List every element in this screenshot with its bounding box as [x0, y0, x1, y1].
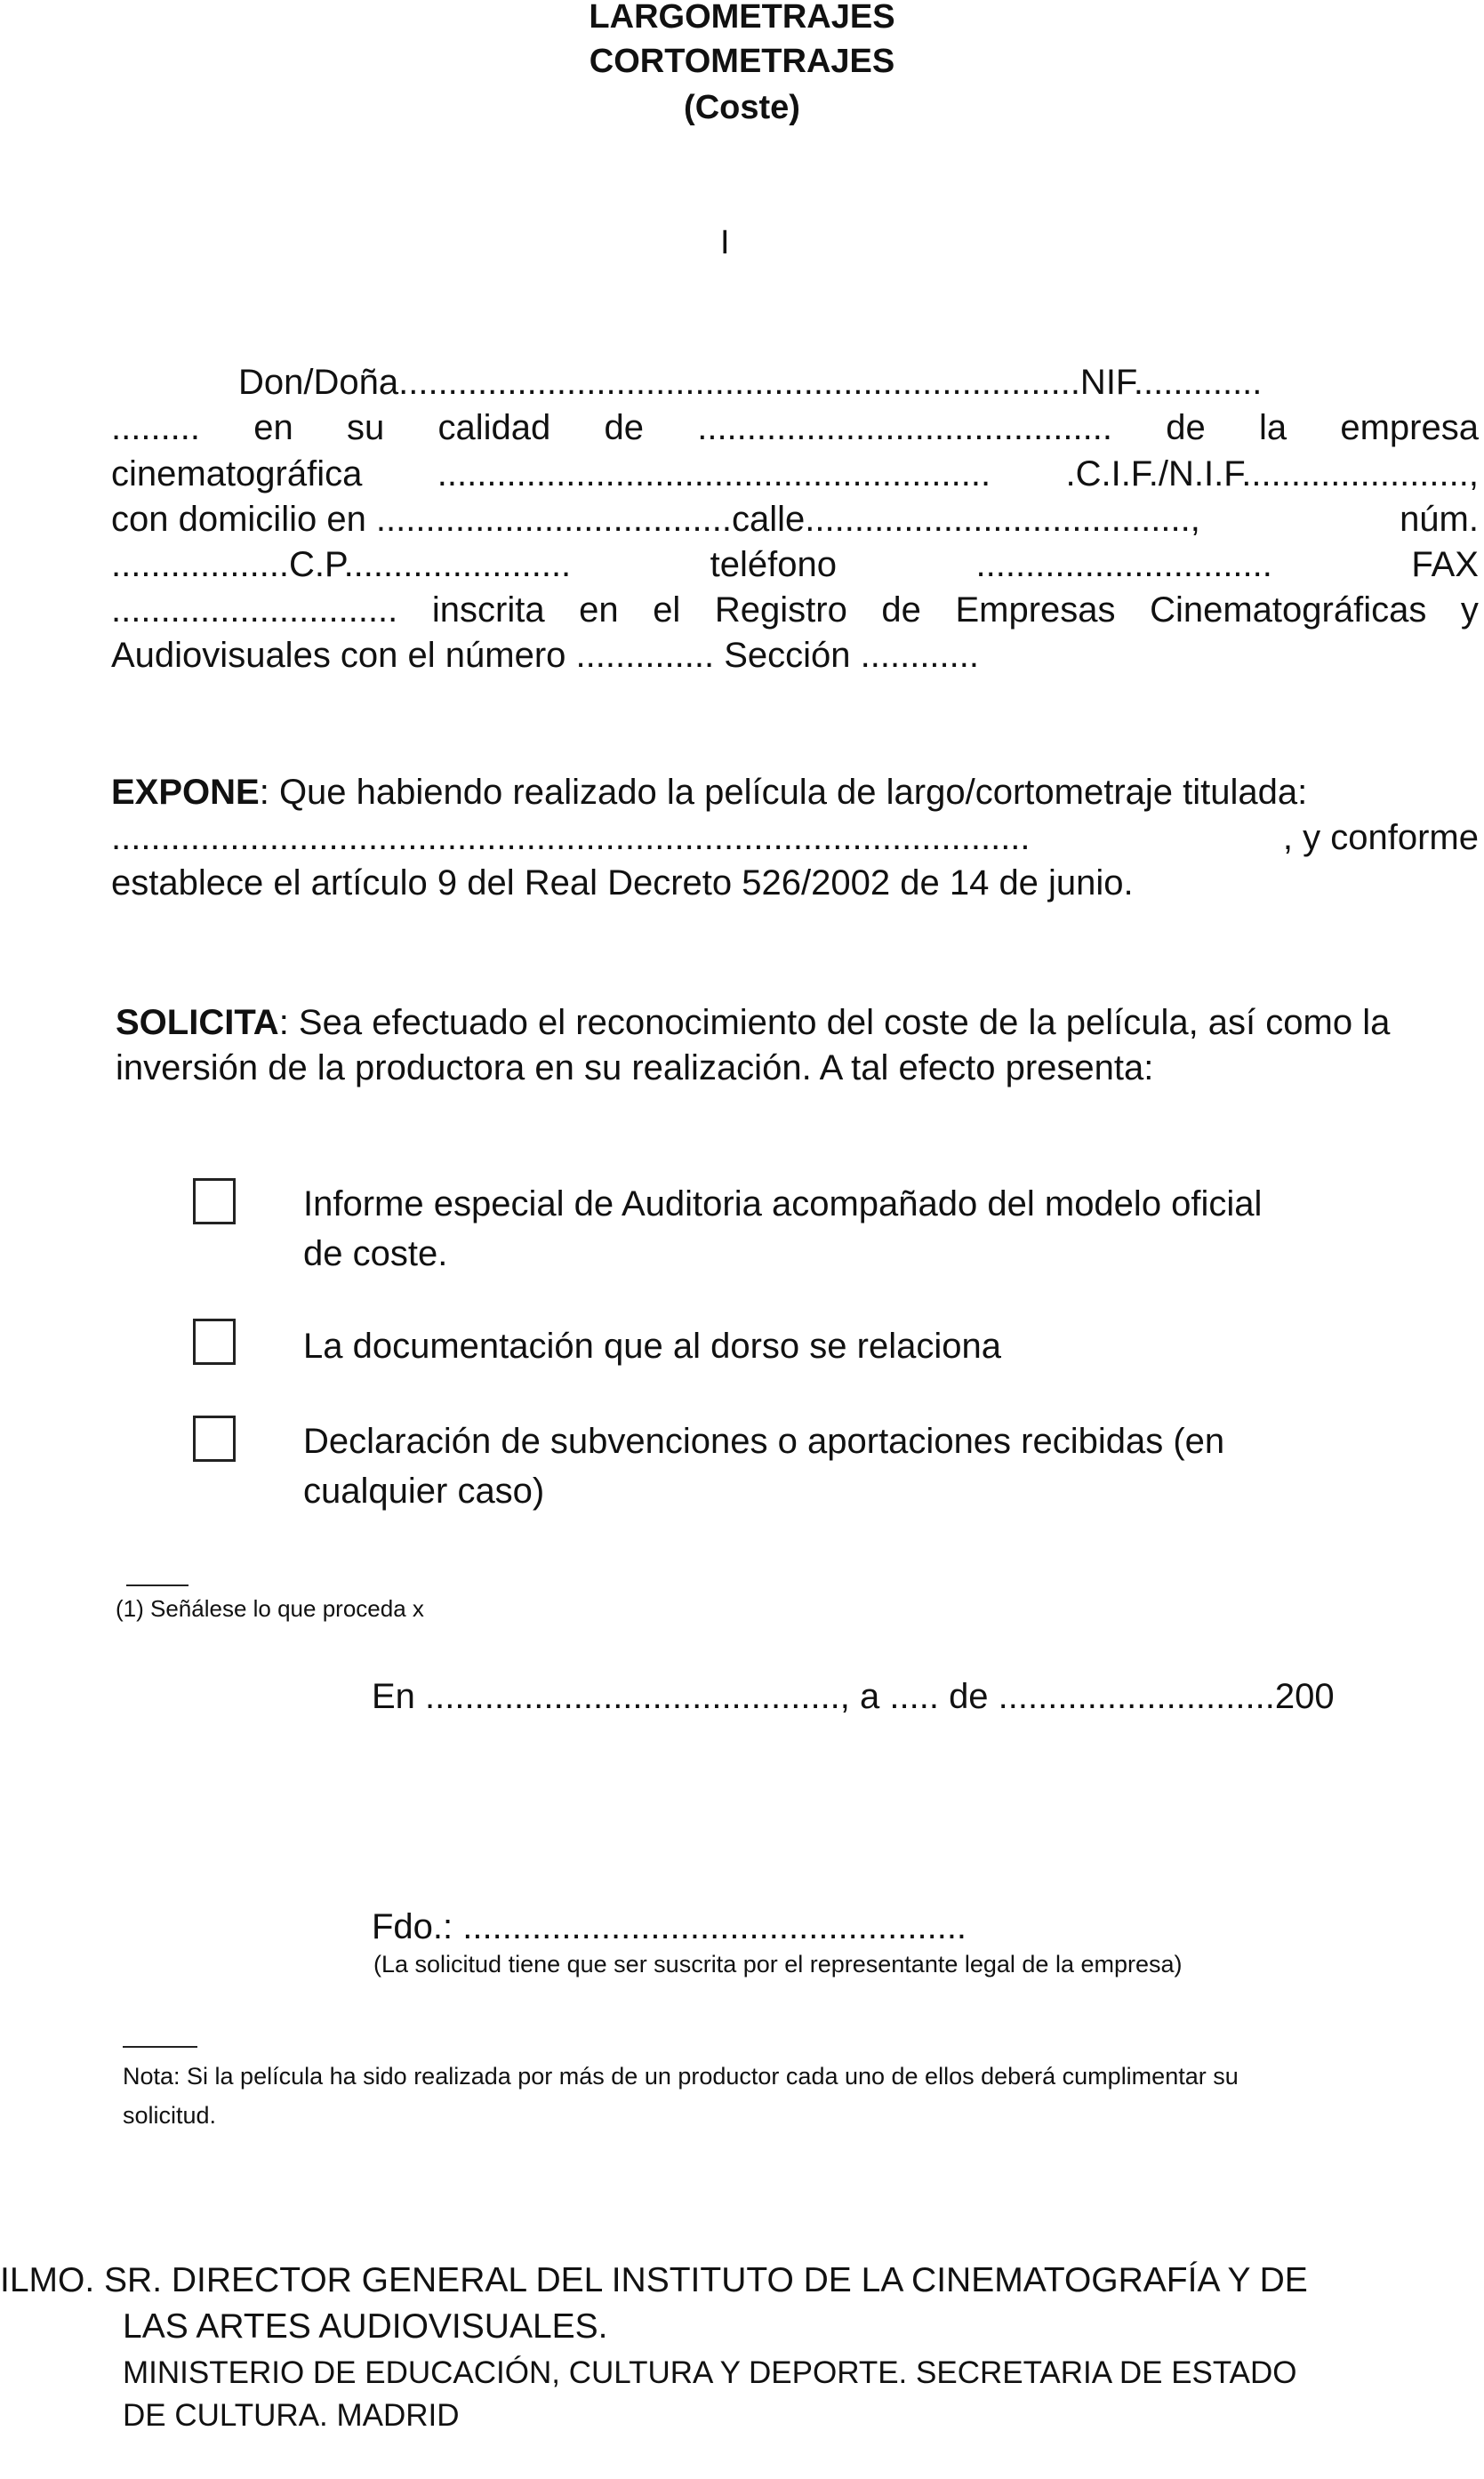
footnote-rule: [126, 1584, 189, 1586]
id-line-6-word: y: [1460, 590, 1479, 630]
id-line-6-word: inscrita: [431, 590, 545, 630]
checkbox-informe-auditoria[interactable]: [193, 1178, 236, 1224]
expone-line-1: [111, 769, 1307, 815]
id-line-1: Don/Doña.....................................................................NIF.............: [238, 363, 1263, 402]
id-line-5-word: teléfono: [710, 545, 837, 584]
id-line-5: [111, 542, 1479, 588]
expone-line-2: [111, 814, 1479, 861]
expone-line-3: establece el artículo 9 del Real Decreto 526/2002 de 14 de junio.: [111, 863, 1134, 903]
id-line-6-word: en: [579, 590, 619, 630]
solicita-label: SOLICITA: [116, 1003, 279, 1042]
id-line-7: Audiovisuales con el número .............. Sección ............: [111, 636, 979, 675]
nota-line-1: Nota: Si la película ha sido realizada por más de un productor cada uno de ellos deberá cumplimentar su: [123, 2063, 1239, 2090]
id-line-2-word: de: [604, 408, 644, 447]
expone-title-dots: .............................................................................................: [111, 818, 1031, 857]
header-title-cortometrajes: CORTOMETRAJES: [589, 43, 895, 80]
id-line-6-word: Empresas: [955, 590, 1116, 630]
id-line-4: [111, 496, 1479, 542]
solicita-line-1: [116, 999, 1390, 1046]
id-line-6-word: Registro: [714, 590, 847, 630]
addressee-line-1: ILMO. SR. DIRECTOR GENERAL DEL INSTITUTO DE LA CINEMATOGRAFÍA Y DE: [0, 2261, 1308, 2299]
section-number: I: [720, 224, 730, 261]
id-line-3-word: cinematográfica: [111, 454, 363, 493]
id-line-5-cp: ..................C.P.......................: [111, 545, 572, 584]
nota-rule: [123, 2046, 197, 2048]
option-3-line-1: Declaración de subvenciones o aportaciones recibidas (en: [303, 1422, 1225, 1461]
id-line-6-word: Cinematográficas: [1150, 590, 1427, 630]
solicita-line-2: inversión de la productora en su realización. A tal efecto presenta:: [116, 1048, 1154, 1087]
id-line-2-dots: ..........................................: [697, 408, 1112, 447]
id-line-3-cif: .C.I.F./N.I.F.......................,: [1065, 454, 1479, 493]
id-line-3-dots: ........................................................: [437, 454, 991, 493]
header-subtitle-coste: (Coste): [684, 89, 800, 126]
id-line-2-word: de: [1166, 408, 1206, 447]
footnote-text: (1) Señálese lo que proceda x: [116, 1595, 424, 1622]
id-line-4-num: núm.: [1400, 500, 1479, 539]
nota-line-2: solicitud.: [123, 2102, 217, 2129]
id-line-6-dots: .............................: [111, 590, 398, 630]
place-date-line: En .........................................., a ..... de ............................200: [372, 1677, 1335, 1716]
option-3-line-2: cualquier caso): [303, 1472, 545, 1511]
id-line-6-word: de: [881, 590, 921, 630]
id-line-2-word: la: [1258, 408, 1287, 447]
checkbox-documentacion-dorso[interactable]: [193, 1319, 236, 1365]
expone-label: EXPONE: [111, 773, 260, 812]
option-1-line-1: Informe especial de Auditoria acompañado del modelo oficial: [303, 1184, 1263, 1223]
header-title-largometrajes: LARGOMETRAJES: [589, 0, 895, 36]
addressee-line-3: MINISTERIO DE EDUCACIÓN, CULTURA Y DEPORTE. SECRETARIA DE ESTADO: [123, 2355, 1297, 2390]
signature-line: Fdo.: ...................................................: [372, 1907, 967, 1946]
id-line-6-word: el: [653, 590, 681, 630]
addressee-line-2: LAS ARTES AUDIOVISUALES.: [123, 2307, 608, 2346]
id-line-2-word: su: [347, 408, 385, 447]
id-line-2-dots: .........: [111, 408, 201, 447]
id-line-2-word: calidad: [437, 408, 551, 447]
id-line-2: [111, 405, 1479, 451]
id-line-4-address: con domicilio en ....................................calle.......................................,: [111, 500, 1200, 539]
addressee-line-4: DE CULTURA. MADRID: [123, 2398, 460, 2433]
id-line-2-word: en: [253, 408, 293, 447]
option-2-line-1: La documentación que al dorso se relaciona: [303, 1327, 1001, 1366]
checkbox-declaracion-subvenciones[interactable]: [193, 1416, 236, 1462]
id-line-5-word: FAX: [1411, 545, 1479, 584]
solicita-text: : Sea efectuado el reconocimiento del coste de la película, así como la: [278, 1003, 1391, 1042]
id-line-3: [111, 451, 1479, 497]
signature-note: (La solicitud tiene que ser suscrita por el representante legal de la empresa): [373, 1951, 1183, 1978]
expone-conforme: , y conforme: [1282, 818, 1479, 857]
option-1-line-2: de coste.: [303, 1234, 448, 1273]
id-line-6: [111, 587, 1479, 633]
expone-text: : Que habiendo realizado la película de largo/cortometraje titulada:: [259, 773, 1308, 812]
id-line-5-dots: ..............................: [975, 545, 1272, 584]
id-line-2-word: empresa: [1340, 408, 1479, 447]
